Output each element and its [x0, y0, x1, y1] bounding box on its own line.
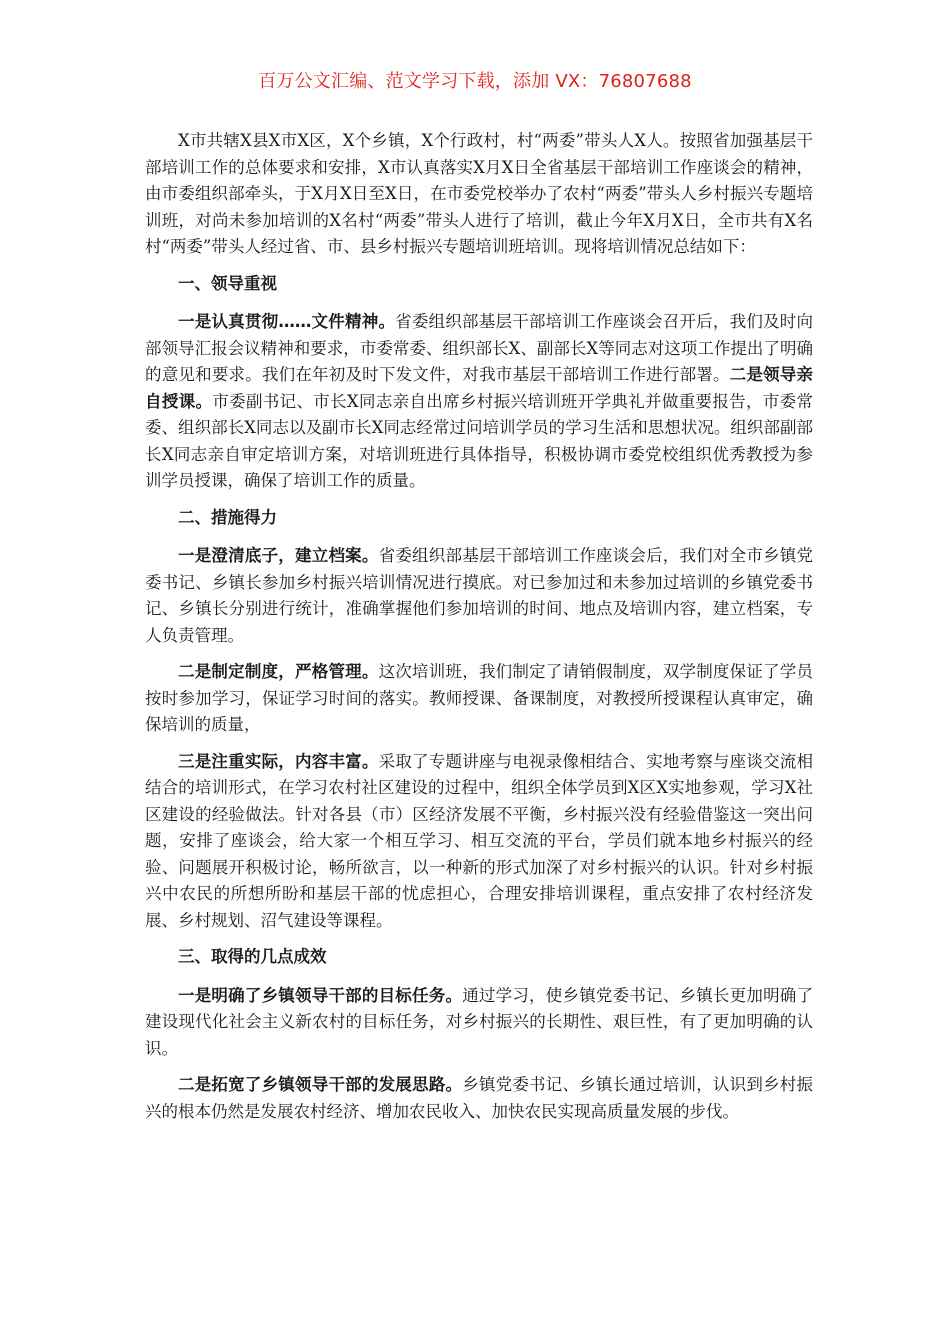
- paragraph-lead: 二是制定制度，严格管理。: [178, 662, 379, 681]
- section-heading-measures: 二、措施得力: [178, 507, 277, 527]
- document-body: [145, 128, 813, 1135]
- paragraph: [145, 659, 813, 739]
- paragraph-text: 这次培训班，我们制定了请销假制度，双学制度保证了学员按时参加学习，保证学习时间的落实。教师授课、备课制度，对教授所授课程认真审定，确保培训的质量，: [145, 662, 814, 734]
- paragraph-lead: 一是澄清底子，建立档案。: [178, 546, 379, 565]
- paragraph-text: 省委组织部基层干部培训工作座谈会召开后，我们及时向部领导汇报会议精神和要求，市委常委、组织部长X、副部长X等同志对这项工作提出了明确的意见和要求。我们在年初及时下发文件，对我市基层干部培训工作进行部署。: [145, 312, 814, 384]
- paragraph-lead: 一是明确了乡镇领导干部的目标任务。: [178, 985, 463, 1005]
- section-heading-leadership: 一、领导重视: [178, 273, 277, 293]
- paragraph-lead: 三是注重实际，内容丰富。: [178, 751, 379, 771]
- intro-paragraph: X市共辖X县X市X区，X个乡镇，X个行政村，村“两委”带头人X人。按照省加强基层干部培训工作的总体要求和安排，X市认真落实X月X日全省基层干部培训工作座谈会的精神，由市委组织部牵头，于X月X日至X日，在市委党校举办了农村“两委”带头人乡村振兴专题培训班，对尚未参加培训的X名村“两委”带头人进行了培训，截止今年X月X日，全市共有X名村“两委”带头人经过省、市、县乡村振兴专题培训班培训。现将培训情况总结如下：: [145, 131, 813, 256]
- paragraph: [145, 1072, 813, 1125]
- paragraph-text: 通过学习，使乡镇党委书记、乡镇长更加明确了建设现代化社会主义新农村的目标任务，对乡村振兴的长期性、艰巨性，有了更加明确的认识。: [145, 985, 814, 1058]
- paragraph-lead: 一是认真贯彻……文件精神。: [178, 312, 396, 331]
- paragraph: [145, 983, 813, 1063]
- paragraph-lead: 二是领导亲自授课。: [145, 365, 814, 411]
- paragraph-lead: 二是拓宽了乡镇领导干部的发展思路。: [178, 1075, 463, 1094]
- paragraph-text: 乡镇党委书记、乡镇长通过培训，认识到乡村振兴的根本仍然是发展农村经济、增加农民收入、加快农民实现高质量发展的步伐。: [145, 1075, 814, 1121]
- paragraph: [145, 309, 813, 495]
- paragraph-text: 采取了专题讲座与电视录像相结合、实地考察与座谈交流相结合的培训形式，在学习农村社区建设的过程中，组织全体学员到X区X实地参观，学习X社区建设的经验做法。针对各县（市）区经济发展不平衡，乡村振兴没有经验借鉴这一突出问题，安排了座谈会，给大家一个相互学习、相互交流的平台，学员们就本地乡村振兴的经验、问题展开积极讨论，畅所欲言，以一种新的形式加深了对乡村振兴的认识。针对乡村振兴中农民的所想所盼和基层干部的忧虑担心，合理安排培训课程，重点安排了农村经济发展、乡村规划、沼气建设等课程。: [145, 751, 814, 930]
- paragraph-text: 市委副书记、市长X同志亲自出席乡村振兴培训班开学典礼并做重要报告，市委常委、组织部长X同志以及副市长X同志经常过问培训学员的学习生活和思想状况。组织部副部长X同志亲自审定培训方案，对培训班进行具体指导，积极协调市委党校组织优秀教授为参训学员授课，确保了培训工作的质量。: [145, 391, 814, 490]
- paragraph: [145, 543, 813, 649]
- section-heading-results: 三、取得的几点成效: [178, 947, 327, 966]
- paragraph: [145, 749, 813, 935]
- download-banner: 百万公文汇编、范文学习下载，添加 VX：76807688: [258, 71, 692, 92]
- paragraph-text: 省委组织部基层干部培训工作座谈会后，我们对全市乡镇党委书记、乡镇长参加乡村振兴培训情况进行摸底。对已参加过和未参加过培训的乡镇党委书记、乡镇长分别进行统计，准确掌握他们参加培训的时间、地点及培训内容，建立档案，专人负责管理。: [145, 546, 814, 645]
